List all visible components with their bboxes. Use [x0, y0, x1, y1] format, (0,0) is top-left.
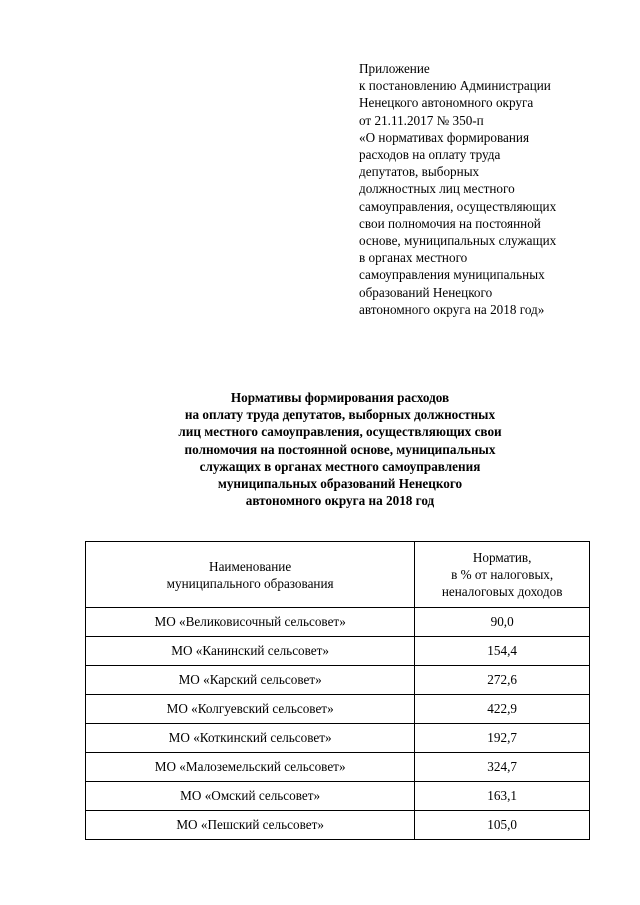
header-municipality [86, 542, 415, 608]
municipality-cell: МО «Пешский сельсовет» [86, 811, 415, 840]
table-header-row [86, 542, 590, 608]
table-row [86, 753, 590, 782]
title-line: лиц местного самоуправления, осуществляющих свои [178, 424, 502, 440]
norm-cell: 105,0 [415, 811, 590, 840]
norm-cell: 272,6 [415, 666, 590, 695]
municipality-cell: МО «Великовисочный сельсовет» [86, 608, 415, 637]
header-norm-line: в % от налоговых, [451, 567, 554, 582]
header-norm [415, 542, 590, 608]
municipality-cell: МО «Малоземельский сельсовет» [86, 753, 415, 782]
appendix-line: основе, муниципальных служащих [359, 233, 557, 249]
table-row [86, 637, 590, 666]
municipality-cell: МО «Карский сельсовет» [86, 666, 415, 695]
title-line: Нормативы формирования расходов [230, 390, 450, 405]
norm-cell: 422,9 [415, 695, 590, 724]
table-row [86, 811, 590, 840]
table-row [86, 782, 590, 811]
title-line: полномочия на постоянной основе, муниципальных [184, 441, 496, 457]
table-row [86, 695, 590, 724]
norm-cell: 90,0 [415, 608, 590, 637]
municipality-cell: МО «Колгуевский сельсовет» [86, 695, 415, 724]
table-row [86, 666, 590, 695]
municipality-cell: МО «Канинский сельсовет» [86, 637, 415, 666]
appendix-line: Приложение [359, 61, 430, 76]
title-line: муниципальных образований Ненецкого [217, 476, 463, 492]
title-line: на оплату труда депутатов, выборных должностных [184, 407, 496, 423]
appendix-line: самоуправления муниципальных [359, 267, 545, 283]
appendix-block [359, 60, 619, 318]
appendix-line: образований Ненецкого [359, 284, 493, 300]
appendix-line: от 21.11.2017 № 350-п [359, 112, 484, 128]
appendix-line: «О нормативах формирования [359, 129, 530, 145]
header-norm-line: Норматив, [472, 550, 532, 565]
municipality-cell: МО «Омский сельсовет» [86, 782, 415, 811]
appendix-line: свои полномочия на постоянной [359, 215, 541, 231]
table-row [86, 608, 590, 637]
appendix-line: расходов на оплату труда [359, 147, 501, 163]
title-line: автономного округа на 2018 год [245, 493, 435, 509]
norm-cell: 154,4 [415, 637, 590, 666]
norm-cell: 324,7 [415, 753, 590, 782]
appendix-line: депутатов, выборных [359, 164, 480, 180]
header-municipality-line: муниципального образования [166, 575, 334, 591]
municipality-cell: МО «Коткинский сельсовет» [86, 724, 415, 753]
appendix-line: автономного округа на 2018 год» [359, 301, 545, 317]
header-norm-line: неналоговых доходов [441, 584, 563, 599]
appendix-line: Ненецкого автономного округа [359, 95, 534, 111]
header-municipality-line: Наименование [209, 558, 292, 574]
title-line: служащих в органах местного самоуправления [199, 458, 481, 474]
appendix-line: к постановлению Администрации [359, 78, 551, 94]
document-title [120, 389, 560, 509]
appendix-line: должностных лиц местного [359, 181, 515, 197]
norms-table [85, 541, 590, 840]
appendix-line: в органах местного [359, 250, 468, 266]
appendix-line: самоуправления, осуществляющих [359, 198, 557, 214]
table-row [86, 724, 590, 753]
norm-cell: 163,1 [415, 782, 590, 811]
norm-cell: 192,7 [415, 724, 590, 753]
